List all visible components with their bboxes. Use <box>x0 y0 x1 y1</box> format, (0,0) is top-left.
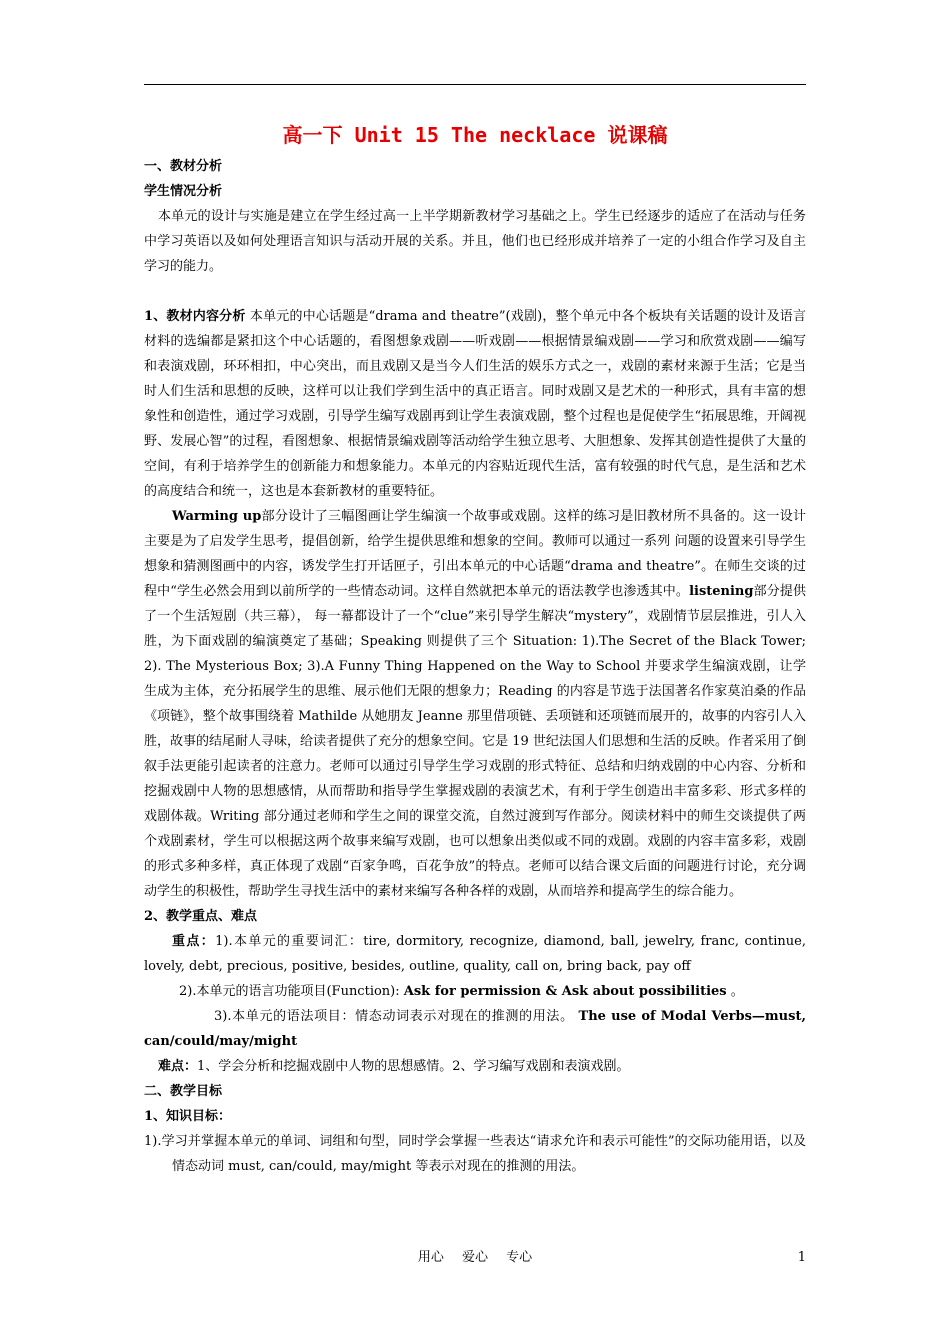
difficult-points-label: 难点： <box>158 1059 198 1074</box>
key-point-vocabulary <box>144 929 806 979</box>
paragraph-warming-up <box>144 504 806 904</box>
heading-key-difficult-points: 2、教学重点、难点 <box>144 909 258 924</box>
paragraph-student-analysis: 本单元的设计与实施是建立在学生经过高一上半学期新教材学习基础之上。学生已经逐步的适应了在活动与任务中学习英语以及如何处理语言知识与活动开展的关系。并且，他们也已经形成并培养了一定的小组合作学习及自主学习的能力。 <box>144 209 806 274</box>
document-body <box>144 120 806 1179</box>
key-point-function-end: 。 <box>730 984 744 999</box>
footer-motto: 用心 爱心 专心 <box>417 1250 533 1265</box>
content-analysis-text: 本单元的中心话题是“drama and theatre”(戏剧)，整个单元中各个板块有关话题的设计及语言材料的选编都是紧扣这个中心话题的，看图想象戏剧——听戏剧——根据情景编戏剧——学习和欣赏戏剧——编写和表演戏剧，环环相扣，中心突出，而且戏剧又是当今人们生活的娱乐方式之一，戏剧的素材来源于生活；它是当时人们生活和思想的反映，这样可以让我们学到生活中的真正语言。同时戏剧又是艺术的一种形式，具有丰富的想象性和创造性，通过学习戏剧，引导学生编写戏剧再到让学生表演戏剧，整个过程也是促使学生“拓展思维，开阔视野、发展心智”的过程，看图想象、根据情景编戏剧等活动给学生独立思考、大胆想象、发挥其创造性提供了大量的空间，有利于培养学生的创新能力和想象能力。本单元的内容贴近现代生活，富有较强的时代气息，是生活和艺术的高度结合和统一，这也是本套新教材的重要特征。 <box>144 309 806 499</box>
page-number: 1 <box>797 1250 806 1265</box>
warming-up-text: 部分设计了三幅图画让学生编演一个故事或戏剧。这样的练习是旧教材所不具备的。这一设计主要是为了启发学生思考，提倡创新，给学生提供思维和想象的空间。教师可以通过一系列 问题的设置来引导学生想象和猜测图画中的内容，诱发学生打开话匣子，引出本单元的中心话题“drama and theatre”。在师生交谈的过程中“学生必然会用到以前所学的一些情态动词。这样自然就把本单元的语法教学也渗透其中。 <box>144 509 806 599</box>
difficult-points-text: 1、学会分析和挖掘戏剧中人物的思想感情。2、学习编写戏剧和表演戏剧。 <box>197 1059 630 1074</box>
content-analysis-label: 1、教材内容分析 <box>144 309 246 324</box>
listening-text: 部分提供了一个生活短剧（共三幕）， 每一幕都设计了一个“clue”来引导学生解决“mystery”，戏剧情节层层推进，引人入胜，为下面戏剧的编演奠定了基础；Speaking 则提供了三个 Situation: 1).The Secret of the Black Tower; 2). The Mysterious Box; 3).A Funny Thing Happened on the Way to School 并要求学生编演戏剧，让学生成为主体，充分拓展学生的思维、展示他们无限的想象力；Reading 的内容是节选于法国著名作家莫泊桑的作品《项链》，整个故事围绕着 Mathilde 从她朋友 Jeanne 那里借项链、丢项链和还项链而展开的，故事的内容引人入胜，故事的结尾耐人寻味，给读者提供了充分的想象空间。它是 19 世纪法国人们思想和生活的反映。作者采用了倒叙手法更能引起读者的注意力。老师可以通过引导学生学习戏剧的形式特征、总结和归纳戏剧的中心内容、分析和挖掘戏剧中人物的思想感情，从而帮助和指导学生掌握戏剧的表演艺术，有利于学生创造出丰富多彩、形式多样的戏剧体裁。Writing 部分通过老师和学生之间的课堂交流，自然过渡到写作部分。阅读材料中的师生交谈提供了两个戏剧素材，学生可以根据这两个故事来编写戏剧，也可以想象出类似或不同的戏剧。戏剧的内容丰富多彩，戏剧的形式多种多样，真正体现了戏剧“百家争鸣，百花争放”的特点。老师可以结合课文后面的问题进行讨论，充分调动学生的积极性，帮助学生寻找生活中的素材来编写各种各样的戏剧，从而培养和提高学生的综合能力。 <box>144 584 806 899</box>
header-rule <box>144 84 806 85</box>
key-point-function-text: 2).本单元的语言功能项目(Function): <box>179 984 400 999</box>
key-point-vocabulary-text: 1).本单元的重要词汇：tire, dormitory, recognize, diamond, ball, jewelry, franc, continue, lovely, debt, precious, positive, besides, outline, quality, call on, bring back, pay off <box>144 934 806 974</box>
section-heading-materials: 一、教材分析 <box>144 159 223 174</box>
key-point-function <box>144 979 806 1004</box>
subheading-student-analysis: 学生情况分析 <box>144 184 223 199</box>
warming-up-label: Warming up <box>172 509 262 524</box>
paragraph-content-analysis <box>144 304 806 504</box>
blank-line <box>144 279 806 304</box>
key-point-function-bold: Ask for permission & Ask about possibilities <box>403 984 727 999</box>
difficult-points <box>144 1054 806 1079</box>
knowledge-objective-1: 1).学习并掌握本单元的单词、词组和句型，同时学会掌握一些表达“请求允许和表示可能性”的交际功能用语，以及情态动词 must, can/could, may/might 等表示对现在的推测的用法。 <box>144 1134 806 1174</box>
subheading-knowledge-objectives: 1、知识目标： <box>144 1109 232 1124</box>
document-title: 高一下 Unit 15 The necklace 说课稿 <box>282 123 668 147</box>
key-point-grammar-bold: The use of Modal Verbs—must, can/could/may/might <box>144 1009 806 1049</box>
key-point-grammar <box>144 1004 806 1054</box>
section-heading-objectives: 二、教学目标 <box>144 1084 223 1099</box>
key-points-label: 重点： <box>172 934 216 949</box>
key-point-grammar-text: 3).本单元的语法项目：情态动词表示对现在的推测的用法。 <box>214 1009 574 1024</box>
listening-label: listening <box>689 584 754 599</box>
